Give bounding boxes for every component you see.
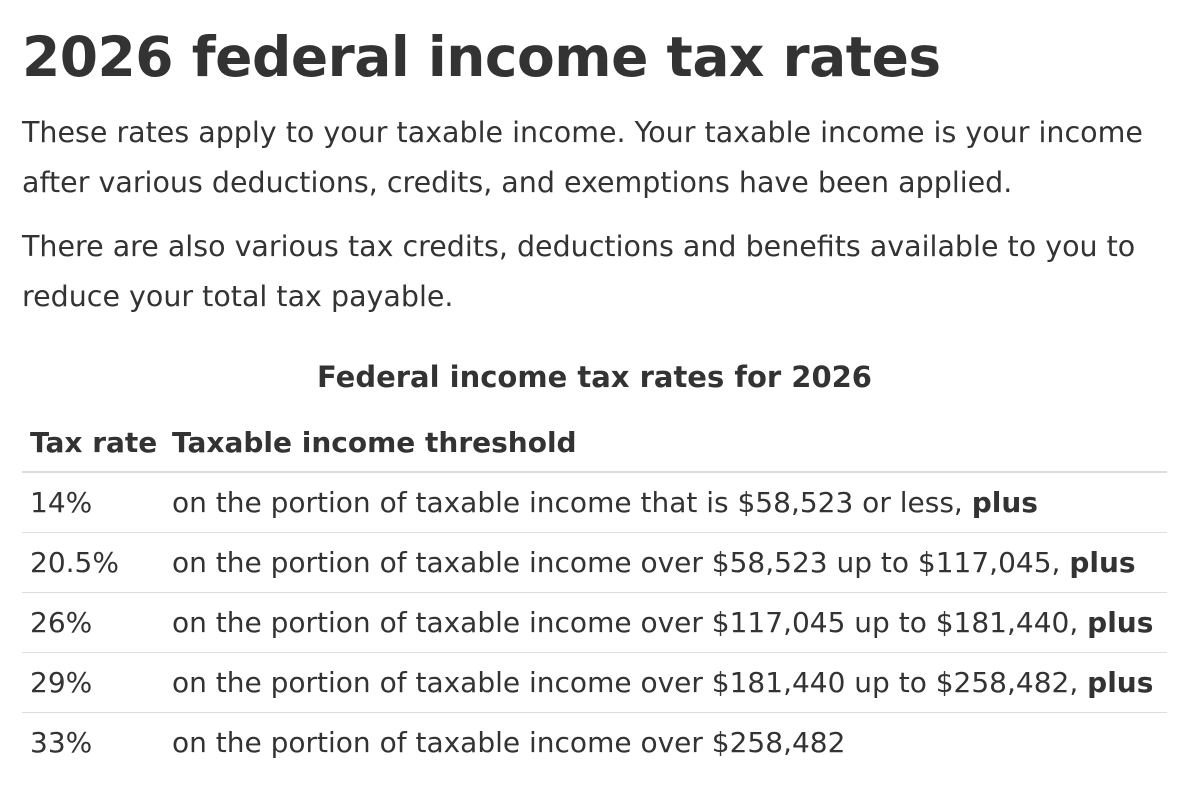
tax-rates-table	[22, 414, 1167, 772]
threshold-cell	[164, 713, 1167, 773]
page-title: 2026 federal income tax rates	[22, 25, 941, 89]
threshold-text: on the portion of taxable income that is $58,523 or less,	[172, 486, 963, 519]
plus-label: plus	[1087, 606, 1154, 639]
plus-label: plus	[971, 486, 1038, 519]
table-caption: Federal income tax rates for 2026	[317, 360, 872, 394]
header-tax-rate: Tax rate	[22, 414, 164, 472]
credits-paragraph: There are also various tax credits, deductions and benefits available to you to reduce your total tax payable.	[22, 230, 1136, 313]
threshold-text: on the portion of taxable income over $181,440 up to $258,482,	[172, 666, 1079, 699]
table-row	[22, 593, 1167, 653]
rate-cell: 20.5%	[22, 533, 164, 593]
threshold-cell	[164, 653, 1167, 713]
table-header-row	[22, 414, 1167, 472]
rate-cell: 14%	[30, 486, 93, 519]
threshold-cell	[164, 593, 1167, 653]
plus-label: plus	[1087, 666, 1154, 699]
table-row	[22, 653, 1167, 713]
threshold-cell	[164, 533, 1167, 593]
threshold-text: on the portion of taxable income over $258,482	[172, 726, 846, 759]
table-row	[22, 713, 1167, 773]
intro-paragraph: These rates apply to your taxable income. Your taxable income is your income after various deductions, credits, and exemptions have been applied.	[22, 116, 1143, 199]
threshold-text: on the portion of taxable income over $117,045 up to $181,440,	[172, 606, 1079, 639]
rate-cell: 33%	[22, 713, 164, 773]
threshold-text: on the portion of taxable income over $58,523 up to $117,045,	[172, 546, 1061, 579]
threshold-cell	[164, 472, 1167, 533]
plus-label: plus	[1069, 546, 1136, 579]
rate-cell: 26%	[22, 593, 164, 653]
header-threshold: Taxable income threshold	[164, 414, 1167, 472]
table-row	[22, 472, 1167, 533]
table-row	[22, 533, 1167, 593]
rate-cell: 29%	[22, 653, 164, 713]
